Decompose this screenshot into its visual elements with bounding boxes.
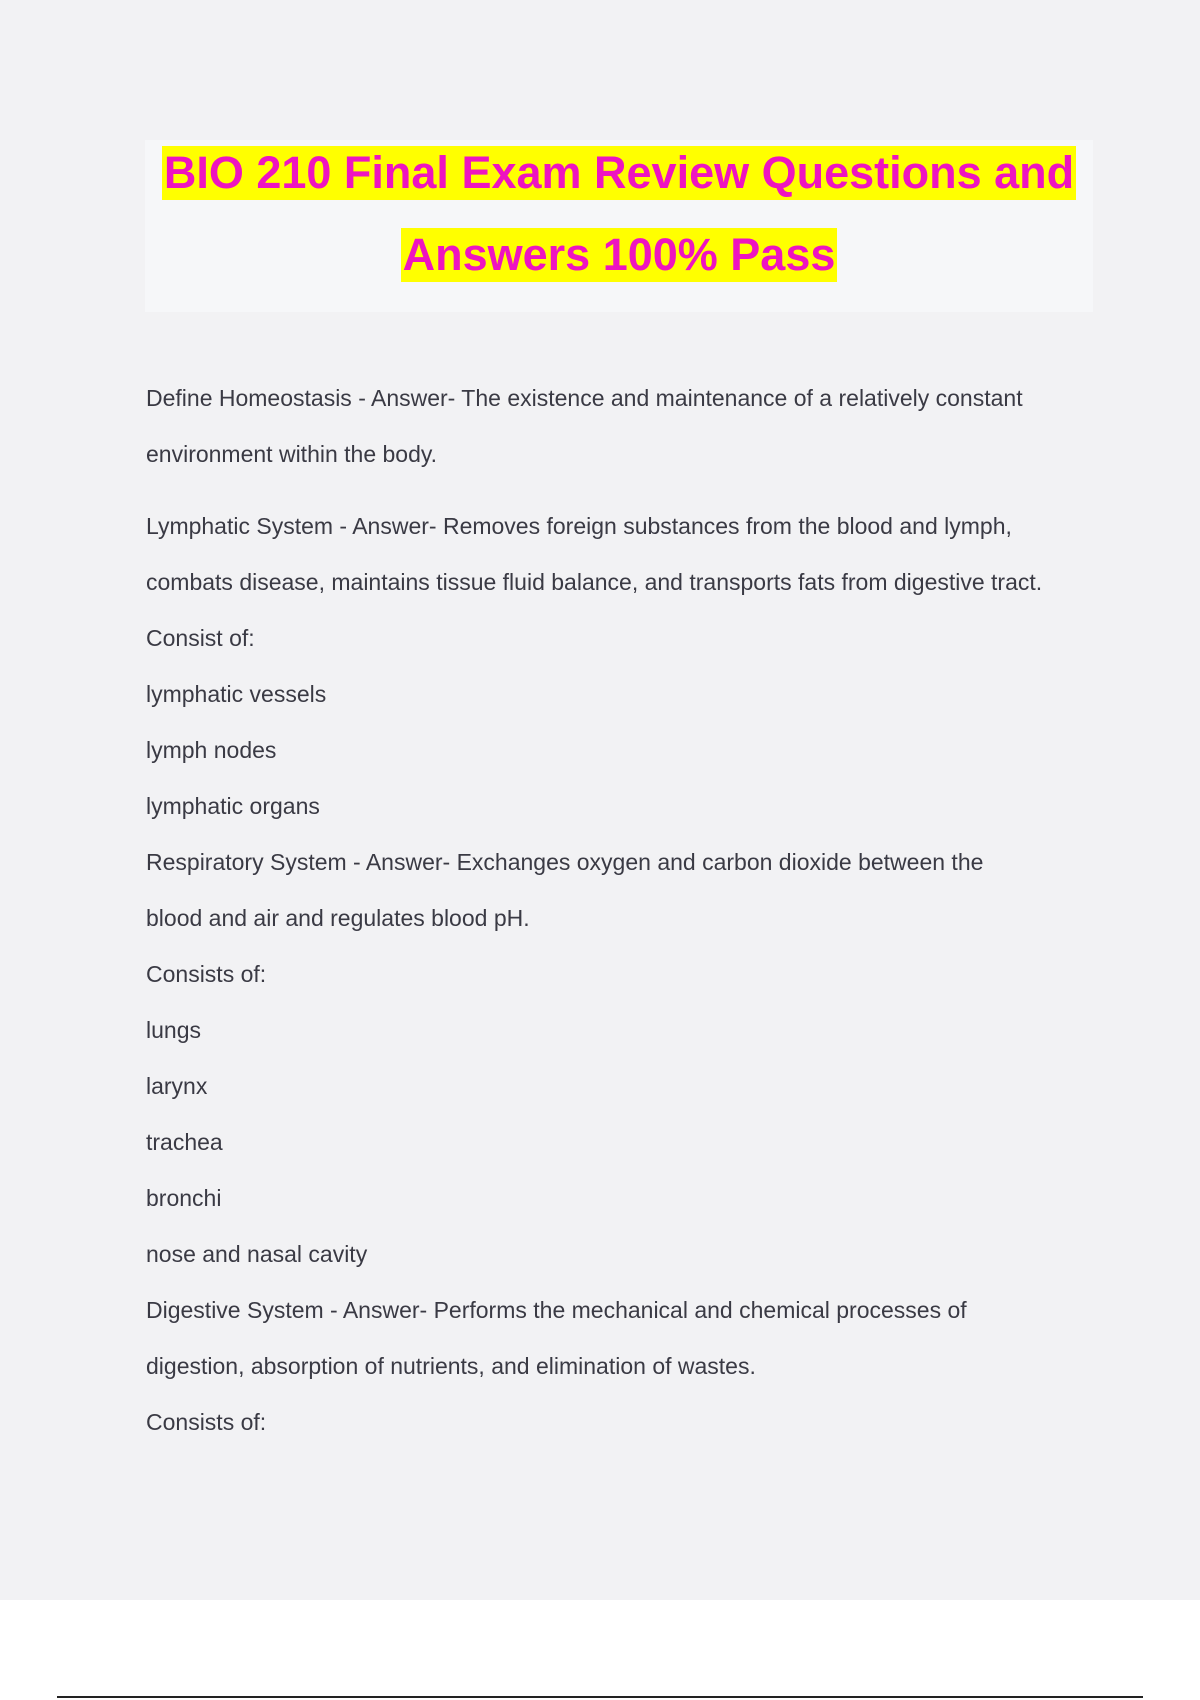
lymphatic-consists-label: Consist of: [146,625,255,651]
document-title-line-1: BIO 210 Final Exam Review Questions and [163,147,1075,198]
paragraph-gap [146,482,1106,498]
list-item: nose and nasal cavity [146,1241,368,1267]
respiratory-consists-label: Consists of: [146,961,267,987]
footer-divider [57,1696,1143,1698]
digestive-question: Digestive System - Answer- Performs the mechanical and chemical processes of [146,1297,967,1323]
list-item: larynx [146,1073,208,1099]
list-item: lymphatic organs [146,793,320,819]
list-item: lymph nodes [146,737,277,763]
list-item: trachea [146,1129,223,1155]
digestive-answer-continued: digestion, absorption of nutrients, and elimination of wastes. [146,1353,756,1379]
list-item: lymphatic vessels [146,681,327,707]
respiratory-answer-continued: blood and air and regulates blood pH. [146,905,530,931]
document-body [146,370,1106,1450]
list-item: lungs [146,1017,201,1043]
homeostasis-answer-continued: environment within the body. [146,441,438,467]
respiratory-question: Respiratory System - Answer- Exchanges oxygen and carbon dioxide between the [146,849,984,875]
title-block [145,140,1093,312]
document-title-line-2: Answers 100% Pass [402,229,836,280]
list-item: bronchi [146,1185,222,1211]
digestive-consists-label: Consists of: [146,1409,267,1435]
lymphatic-answer-continued: combats disease, maintains tissue fluid balance, and transports fats from digestive tract. [146,569,1043,595]
homeostasis-question: Define Homeostasis - Answer- The existence and maintenance of a relatively constant [146,385,1023,411]
lymphatic-question: Lymphatic System - Answer- Removes foreign substances from the blood and lymph, [146,513,1012,539]
